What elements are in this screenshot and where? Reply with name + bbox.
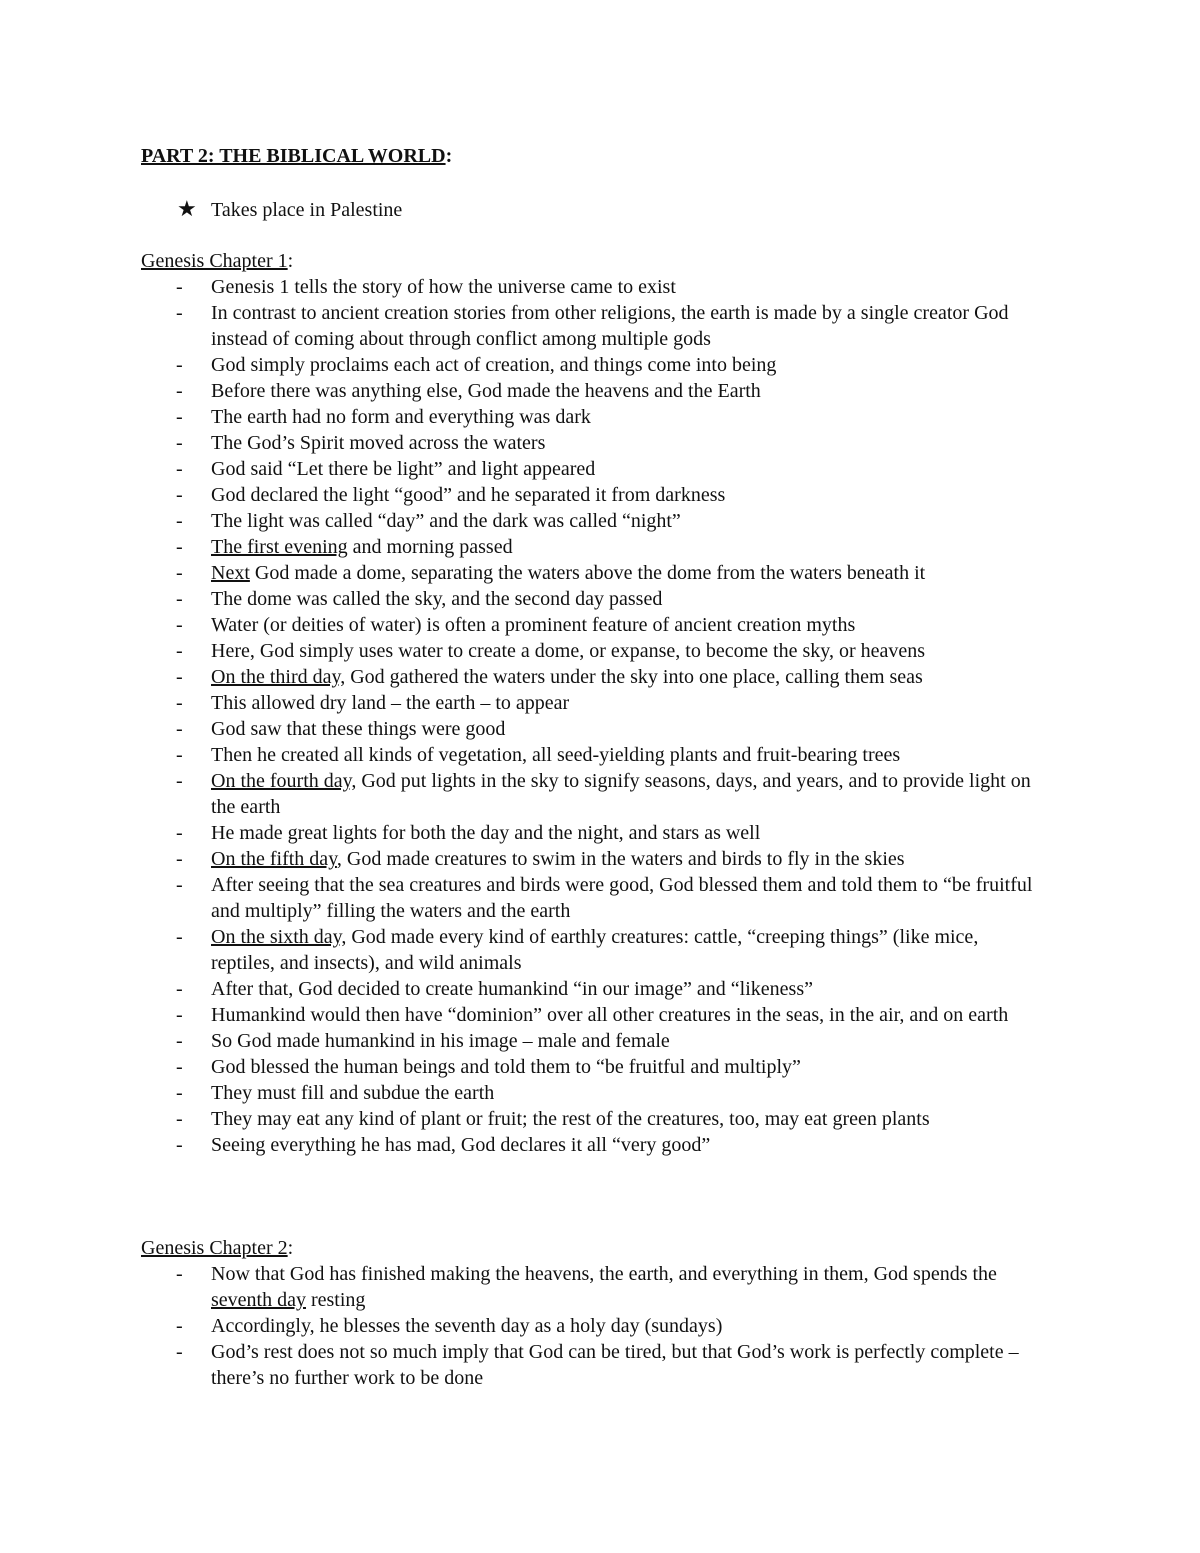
dash-bullet-icon: -	[176, 1004, 183, 1026]
dash-bullet-icon: -	[176, 562, 183, 584]
dash-bullet-icon: -	[176, 978, 183, 1000]
list-item	[0, 430, 1046, 456]
list-item-text: God made every kind of earthly creatures: cattle, “creeping things” (like mice, reptiles, and insects), and wild animals	[211, 926, 984, 974]
list-item-text: He made great lights for both the day and the night, and stars as well	[211, 822, 761, 844]
list-item	[0, 690, 1046, 716]
dash-bullet-icon: -	[176, 640, 183, 662]
dash-bullet-icon: -	[176, 484, 183, 506]
list-item-text: After seeing that the sea creatures and birds were good, God blessed them and told them to “be fruitful and multiply” filling the waters and the earth	[211, 874, 1038, 922]
list-item-text: This allowed dry land – the earth – to appear	[211, 692, 570, 714]
list-item-text: Here, God simply uses water to create a dome, or expanse, to become the sky, or heavens	[211, 640, 926, 662]
list-item-text: resting	[305, 1289, 366, 1311]
list-item-text: God gathered the waters under the sky into one place, calling them seas	[345, 666, 923, 688]
list-item	[0, 1002, 1046, 1028]
dash-bullet-icon: -	[176, 458, 183, 480]
dash-bullet-icon: -	[176, 1315, 183, 1337]
dash-bullet-icon: -	[176, 1108, 183, 1130]
list-item-text: Then he created all kinds of vegetation, all seed-yielding plants and fruit-bearing trees	[211, 744, 901, 766]
dash-bullet-icon: -	[176, 848, 183, 870]
underlined-text: The first evening	[211, 536, 348, 558]
list-item-text: God said “Let there be light” and light appeared	[211, 458, 596, 480]
list-item	[0, 352, 1046, 378]
list-item-text: , God made creatures to swim in the waters and birds to fly in the skies	[336, 848, 905, 870]
list-item-text: God made a dome, separating the waters above the dome from the waters beneath it	[249, 562, 926, 584]
underlined-text: On the fourth day,	[211, 770, 357, 792]
list-item-text: Humankind would then have “dominion” over all other creatures in the seas, in the air, and on earth	[211, 1004, 1009, 1026]
dash-bullet-icon: -	[176, 874, 183, 896]
dash-bullet-icon: -	[176, 432, 183, 454]
dash-bullet-icon: -	[176, 1341, 183, 1363]
list-item	[0, 768, 1046, 820]
list-item	[0, 1313, 1046, 1339]
list-item-text: Accordingly, he blesses the seventh day as a holy day (sundays)	[211, 1315, 723, 1337]
list-item	[0, 664, 1046, 690]
list-item	[0, 872, 1046, 924]
list-item-text: The light was called “day” and the dark was called “night”	[211, 510, 681, 532]
list-item	[0, 456, 1046, 482]
page-title-suffix: :	[445, 145, 453, 167]
list-item	[0, 924, 1046, 976]
page-title	[141, 143, 452, 169]
list-item	[0, 1028, 1046, 1054]
dash-bullet-icon: -	[176, 744, 183, 766]
list-item-text: The God’s Spirit moved across the waters	[211, 432, 546, 454]
list-item	[0, 976, 1046, 1002]
list-item	[0, 378, 1046, 404]
list-item-text: God put lights in the sky to signify seasons, days, and years, and to provide light on the earth	[211, 770, 1036, 818]
list-item-text: So God made humankind in his image – male and female	[211, 1030, 670, 1052]
list-item	[0, 742, 1046, 768]
dash-bullet-icon: -	[176, 588, 183, 610]
genesis-1-bullet-list	[0, 274, 1046, 1158]
dash-bullet-icon: -	[176, 1263, 183, 1285]
list-item	[0, 612, 1046, 638]
dash-bullet-icon: -	[176, 380, 183, 402]
page-title-text: PART 2: THE BIBLICAL WORLD	[141, 145, 446, 167]
list-item-text: Before there was anything else, God made the heavens and the Earth	[211, 380, 761, 402]
section-heading-suffix: :	[287, 250, 294, 272]
list-item	[0, 1339, 1046, 1391]
list-item	[0, 1106, 1046, 1132]
list-item-text: After that, God decided to create humankind “in our image” and “likeness”	[211, 978, 813, 1000]
list-item-text: Genesis 1 tells the story of how the universe came to exist	[211, 276, 676, 298]
dash-bullet-icon: -	[176, 770, 183, 792]
dash-bullet-icon: -	[176, 510, 183, 532]
list-item-text: The earth had no form and everything was dark	[211, 406, 591, 428]
list-item	[0, 1080, 1046, 1106]
star-bullet-text: Takes place in Palestine	[211, 199, 403, 221]
list-item-text: In contrast to ancient creation stories from other religions, the earth is made by a single creator God instead of coming about through conflict among multiple gods	[211, 302, 1014, 350]
list-item-text: God’s rest does not so much imply that God can be tired, but that God’s work is perfectly complete – there’s no further work to be done	[211, 1341, 1024, 1389]
list-item	[0, 404, 1046, 430]
list-item	[0, 1132, 1046, 1158]
list-item-text: God saw that these things were good	[211, 718, 506, 740]
genesis-2-bullet-list	[0, 1261, 1046, 1391]
dash-bullet-icon: -	[176, 926, 183, 948]
list-item	[0, 846, 1046, 872]
section-heading-suffix: :	[287, 1237, 294, 1259]
list-item-text: They may eat any kind of plant or fruit; the rest of the creatures, too, may eat green plants	[211, 1108, 930, 1130]
list-item-text: and morning passed	[347, 536, 513, 558]
dash-bullet-icon: -	[176, 536, 183, 558]
list-item	[0, 274, 1046, 300]
dash-bullet-icon: -	[176, 406, 183, 428]
star-icon: ★	[177, 196, 197, 221]
list-item	[0, 820, 1046, 846]
dash-bullet-icon: -	[176, 1056, 183, 1078]
underlined-text: seventh day	[211, 1289, 306, 1311]
dash-bullet-icon: -	[176, 1030, 183, 1052]
section-heading-text: Genesis Chapter 1	[141, 250, 288, 272]
dash-bullet-icon: -	[176, 692, 183, 714]
list-item	[0, 1261, 1046, 1313]
list-item	[0, 586, 1046, 612]
list-item-text: Now that God has finished making the heavens, the earth, and everything in them, God spends the	[211, 1263, 1002, 1285]
dash-bullet-icon: -	[176, 1082, 183, 1104]
dash-bullet-icon: -	[176, 614, 183, 636]
list-item	[0, 638, 1046, 664]
underlined-text: On the fifth day	[211, 848, 337, 870]
list-item-text: God declared the light “good” and he separated it from darkness	[211, 484, 726, 506]
underlined-text: On the sixth day,	[211, 926, 347, 948]
dash-bullet-icon: -	[176, 1134, 183, 1156]
list-item	[0, 560, 1046, 586]
list-item	[0, 716, 1046, 742]
dash-bullet-icon: -	[176, 822, 183, 844]
dash-bullet-icon: -	[176, 666, 183, 688]
star-bullet-item	[177, 196, 402, 223]
underlined-text: Next	[211, 562, 250, 584]
section-heading-genesis-2	[141, 1235, 293, 1261]
dash-bullet-icon: -	[176, 718, 183, 740]
list-item	[0, 1054, 1046, 1080]
list-item	[0, 534, 1046, 560]
dash-bullet-icon: -	[176, 302, 183, 324]
list-item	[0, 508, 1046, 534]
list-item-text: God simply proclaims each act of creation, and things come into being	[211, 354, 777, 376]
dash-bullet-icon: -	[176, 276, 183, 298]
list-item-text: God blessed the human beings and told them to “be fruitful and multiply”	[211, 1056, 801, 1078]
list-item-text: They must fill and subdue the earth	[211, 1082, 495, 1104]
list-item	[0, 482, 1046, 508]
list-item-text: Seeing everything he has mad, God declares it all “very good”	[211, 1134, 711, 1156]
dash-bullet-icon: -	[176, 354, 183, 376]
section-heading-genesis-1	[141, 248, 293, 274]
list-item-text: Water (or deities of water) is often a prominent feature of ancient creation myths	[211, 614, 856, 636]
list-item-text: The dome was called the sky, and the second day passed	[211, 588, 663, 610]
section-heading-text: Genesis Chapter 2	[141, 1237, 288, 1259]
list-item	[0, 300, 1046, 352]
underlined-text: On the third day,	[211, 666, 346, 688]
